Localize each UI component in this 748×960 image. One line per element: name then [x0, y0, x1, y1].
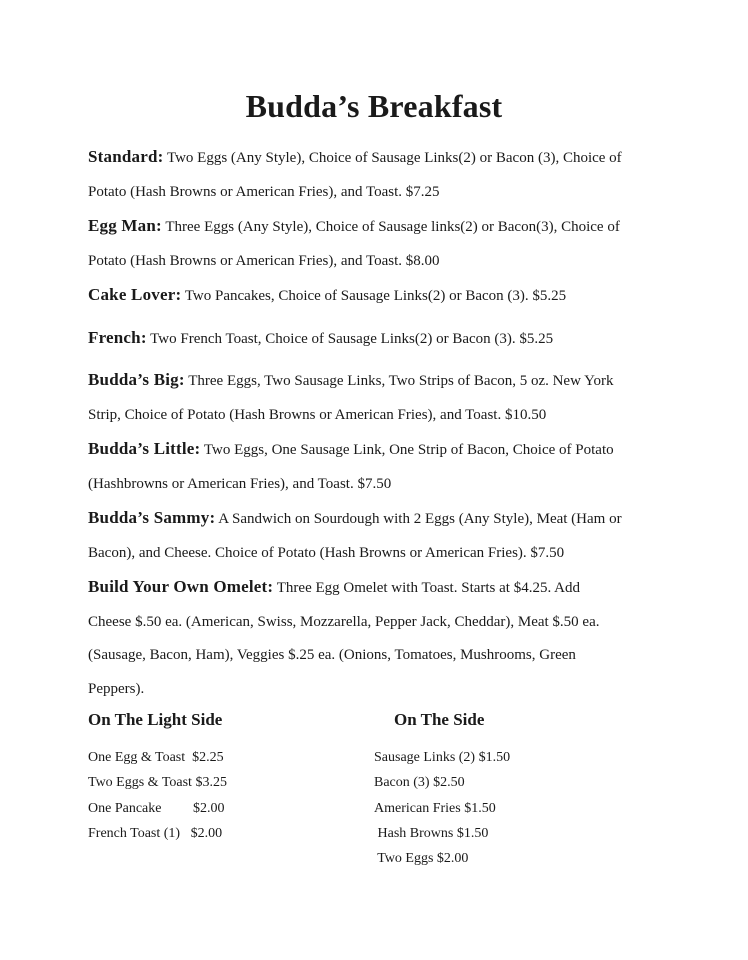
list-item: Hash Browns $1.50: [374, 825, 489, 841]
item-description: Cheese $.50 ea. (American, Swiss, Mozzarella, Pepper Jack, Cheddar), Meat $.50 ea.: [88, 613, 600, 630]
item-name: Budda’s Sammy:: [88, 508, 216, 527]
item-description: Potato (Hash Browns or American Fries), and Toast. $8.00: [88, 252, 440, 269]
list-item: One Pancake $2.00: [88, 800, 225, 816]
item-description: Potato (Hash Browns or American Fries), and Toast. $7.25: [88, 183, 440, 200]
list-item: American Fries $1.50: [374, 800, 496, 816]
list-item: Sausage Links (2) $1.50: [374, 750, 511, 765]
light-side-list: [88, 745, 227, 846]
item-description: Three Egg Omelet with Toast. Starts at $4.25. Add: [276, 580, 580, 596]
menu-item-egg-man: [88, 209, 668, 278]
item-description: Two Pancakes, Choice of Sausage Links(2) or Bacon (3). $5.25: [184, 288, 567, 304]
list-item: Bacon (3) $2.50: [374, 775, 465, 791]
page-title: Budda’s Breakfast: [245, 88, 503, 124]
on-the-side-heading: On The Side: [394, 710, 485, 729]
item-description: Two Eggs, One Sausage Link, One Strip of Bacon, Choice of Potato: [203, 442, 614, 458]
list-item: Two Eggs $2.00: [374, 851, 469, 867]
menu-item-buddas-sammy: [88, 501, 668, 570]
menu-item-standard: [88, 140, 668, 209]
light-side-heading: On The Light Side: [88, 710, 223, 729]
item-description: Two Eggs (Any Style), Choice of Sausage Links(2) or Bacon (3), Choice of: [166, 150, 622, 166]
item-description: Peppers).: [88, 680, 145, 697]
item-description: Bacon), and Cheese. Choice of Potato (Hash Browns or American Fries). $7.50: [88, 544, 565, 561]
menu-item-cake-lover: [88, 278, 668, 314]
item-name: Budda’s Little:: [88, 439, 201, 458]
item-name: Standard:: [88, 147, 164, 166]
menu-item-french: [88, 321, 668, 357]
item-name: Cake Lover:: [88, 285, 182, 304]
menu-item-buddas-big: [88, 363, 668, 432]
item-description: A Sandwich on Sourdough with 2 Eggs (Any Style), Meat (Ham or: [218, 511, 622, 527]
item-description: Three Eggs, Two Sausage Links, Two Strips of Bacon, 5 oz. New York: [188, 373, 614, 389]
menu-item-build-your-own-omelet: [88, 570, 668, 706]
item-name: French:: [88, 327, 147, 347]
menu-item-buddas-little: [88, 432, 668, 501]
item-description: (Hashbrowns or American Fries), and Toast. $7.50: [88, 475, 392, 492]
list-item: Two Eggs & Toast $3.25: [88, 775, 227, 791]
item-description: Two French Toast, Choice of Sausage Links(2) or Bacon (3). $5.25: [150, 330, 554, 347]
on-the-side-list: [374, 745, 510, 871]
list-item: One Egg & Toast $2.25: [88, 750, 224, 765]
item-name: Build Your Own Omelet:: [88, 577, 274, 596]
list-item: French Toast (1) $2.00: [88, 825, 223, 841]
light-side-column: [88, 710, 227, 846]
item-name: Budda’s Big:: [88, 370, 185, 389]
item-name: Egg Man:: [88, 216, 162, 235]
item-description: Three Eggs (Any Style), Choice of Sausage links(2) or Bacon(3), Choice of: [165, 219, 620, 235]
item-description: Strip, Choice of Potato (Hash Browns or American Fries), and Toast. $10.50: [88, 406, 547, 423]
item-description: (Sausage, Bacon, Ham), Veggies $.25 ea. (Onions, Tomatoes, Mushrooms, Green: [88, 647, 576, 663]
menu-items: [88, 140, 668, 706]
on-the-side-column: [374, 710, 510, 871]
